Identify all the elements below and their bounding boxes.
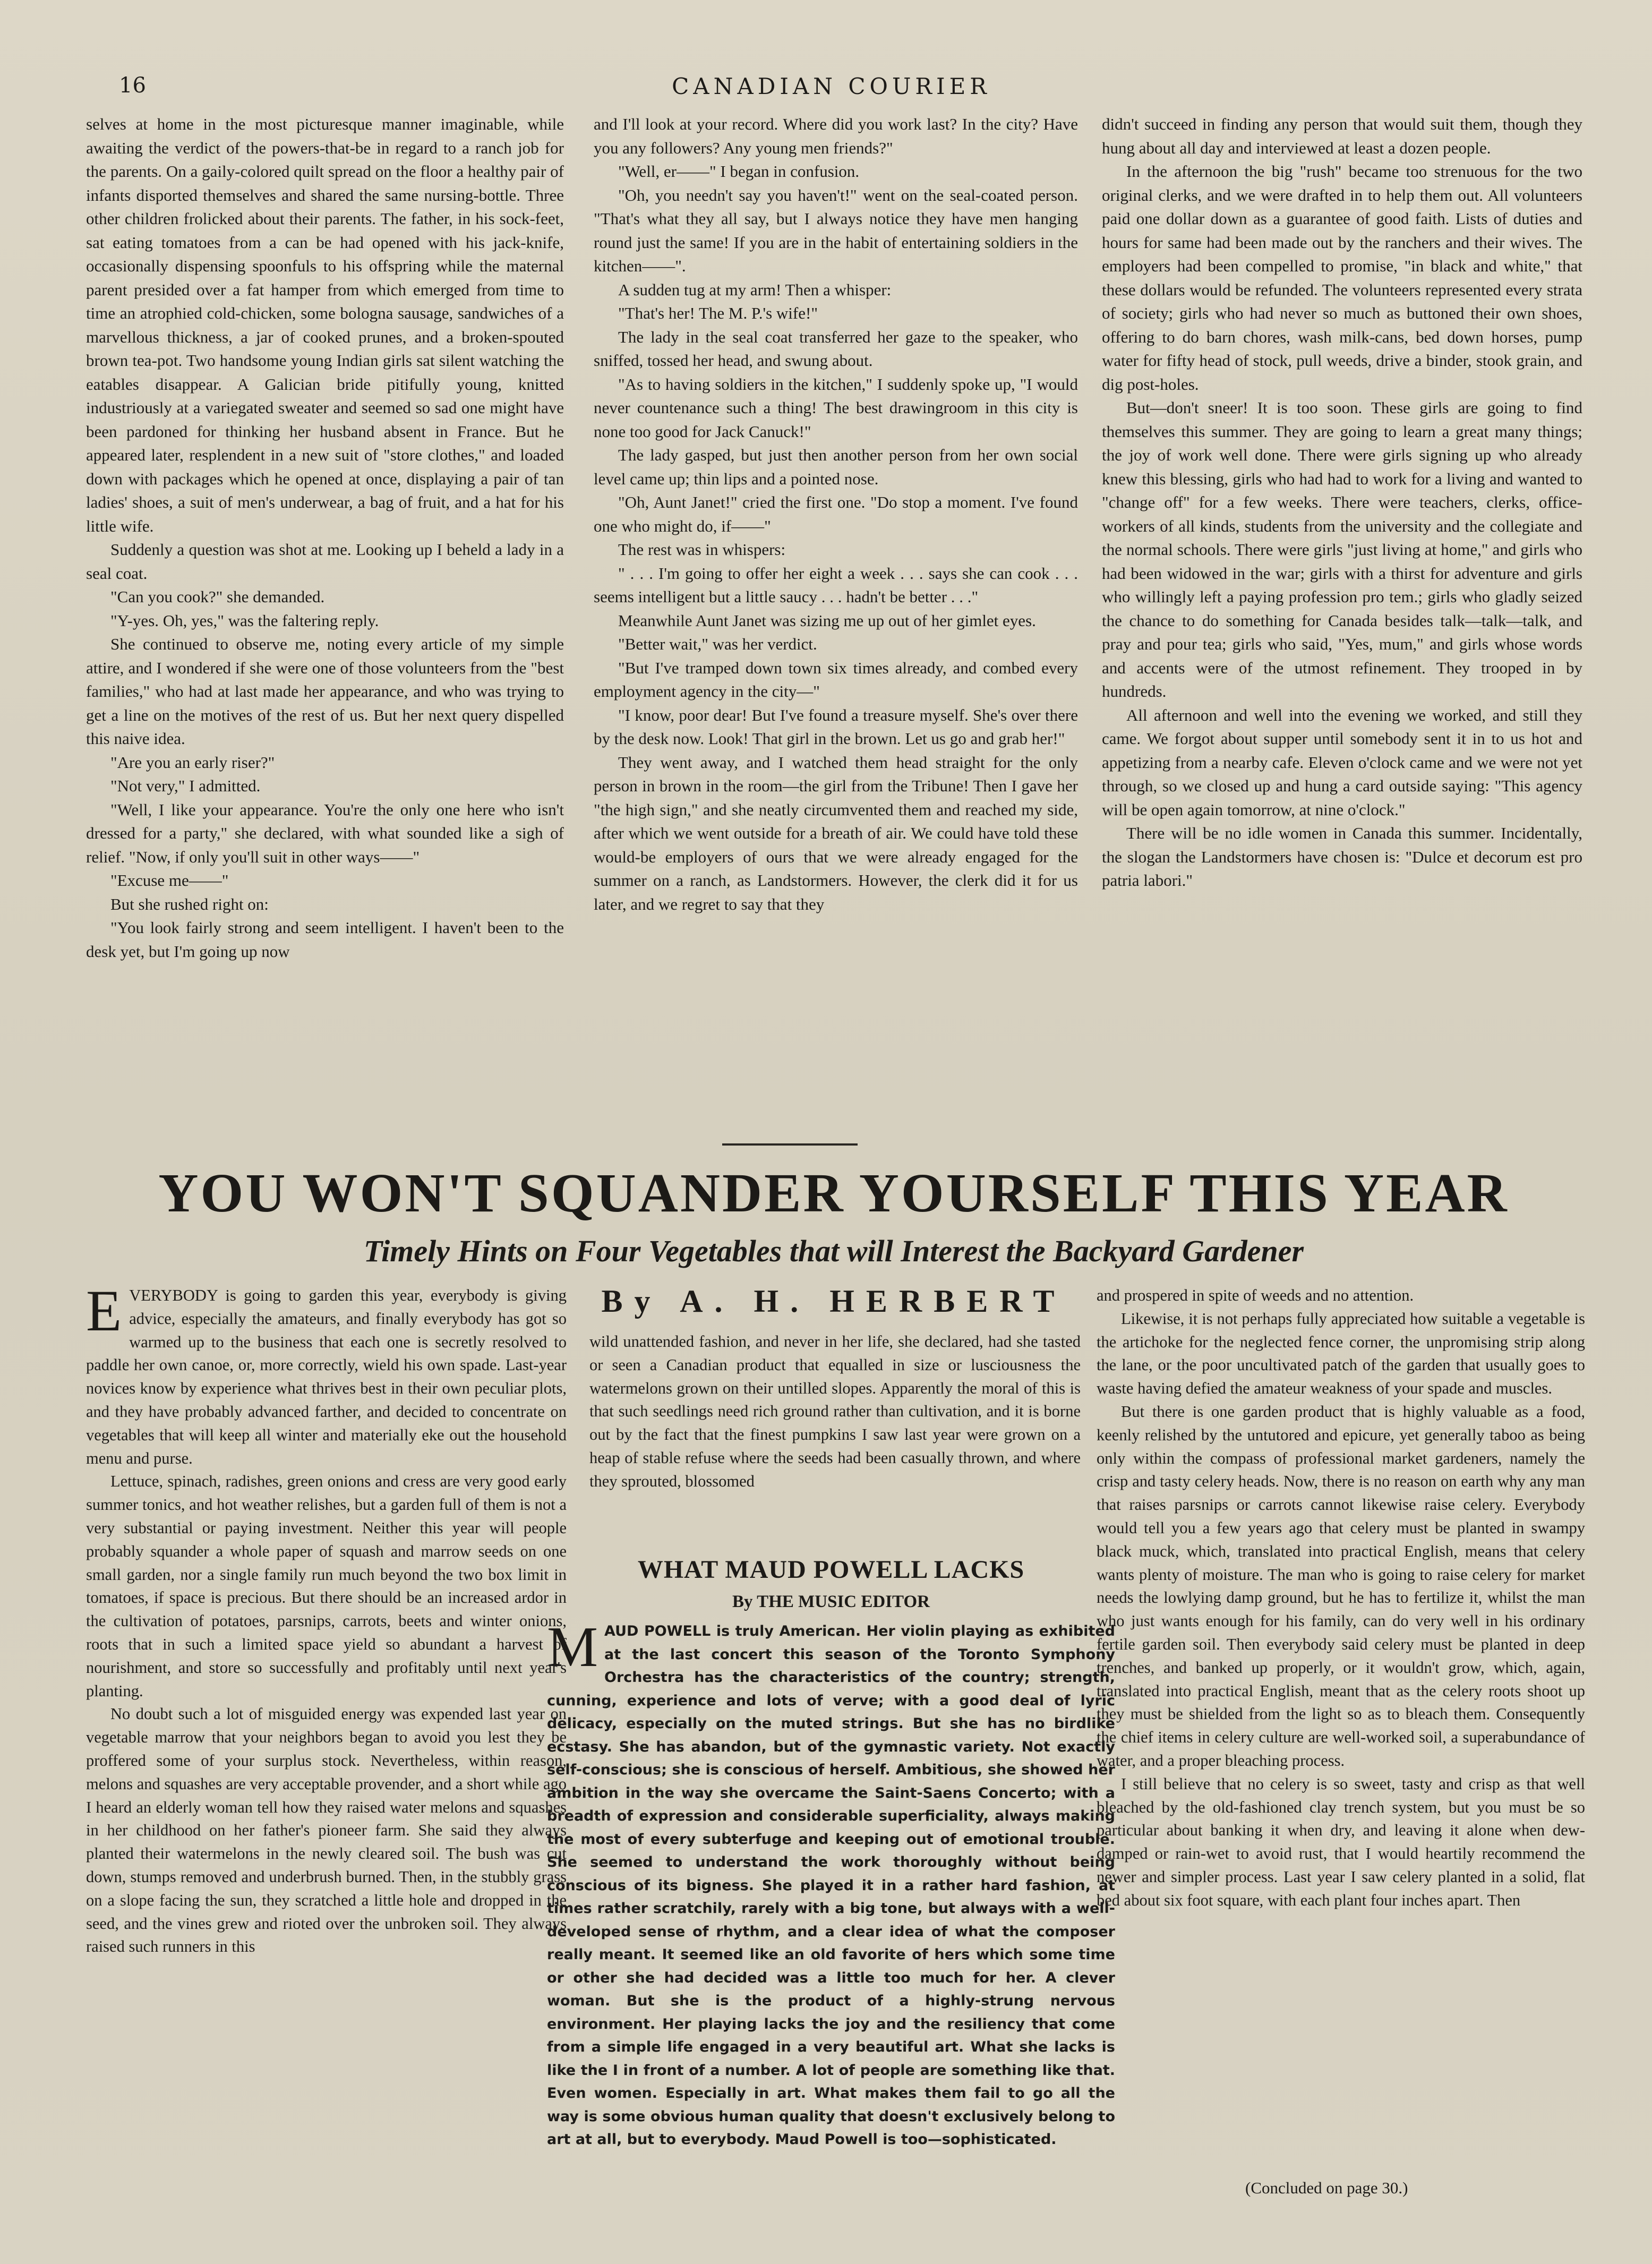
paragraph: "You look fairly strong and seem intelligent. I haven't been to the desk yet, but I'm going up now [86,918,564,961]
paragraph: But she rushed right on: [110,894,269,913]
paragraph: "Can you cook?" she demanded. [110,587,325,606]
sidebar-body [547,1620,1115,2162]
feature-column-2 [589,1330,1081,1559]
feature-headline: YOU WON'T SQUANDER YOURSELF THIS YEAR [158,1163,1509,1224]
paragraph: The lady in the seal coat transferred her gaze to the speaker, who sniffed, tossed her head, and swung about. [594,327,1078,370]
paragraph: "Well, I like your appearance. You're the only one here who isn't dressed for a party," she declared, with what sounded like a sigh of relief. "Now, if only you'll suit in other ways——" [86,800,564,866]
paragraph: "I know, poor dear! But I've found a treasure myself. She's over there by the desk now. Look! That girl in the brown. Let us go and grab her!" [594,705,1078,748]
paragraph: "Excuse me——" [110,871,229,890]
page-header [85,73,1578,105]
paragraph: Suddenly a question was shot at me. Looking up I beheld a lady in a seal coat. [86,540,564,583]
paragraph: Lettuce, spinach, radishes, green onions and cress are very good early summer tonics, and hot weather relishes, but a garden full of them is not a very substantial or paying investment. Neither this year will people probably squander a whole paper of squash and marrow seeds on one small garden, nor a single family run much beyond the two box limit in tomatoes, if space is precious. But there should be an increased ardor in the cultivation of potatoes, parsnips, carrots, beets and winter onions, roots that in such a limited space yield so abundant a harvest of nourishment, and store so successfully and profitably until next year's planting. [86,1472,567,1700]
page-number: 16 [119,73,146,98]
music-sidebar [547,1555,1115,2208]
paragraph: selves at home in the most picturesque manner imaginable, while awaiting the verdict of the powers-that-be in regard to a ranch job for the parents. On a gaily-colored quilt spread on the floor a healthy pair of infants disported themselves and shared the same nursing-bottle. Three other children frolicked about their parents. The father, in his sock-feet, sat eating tomatoes from a can be had opened with his jack-knife, occasionally dispensing spoonfuls to his offspring while the maternal parent presided over a fat hamper from which emerged from time to time an atrophied cold-chicken, some bologna sausage, sandwiches of a marvellous thickness, a jar of cooked prunes, and a broken-spouted brown tea-pot. Two handsome young Indian girls sat silent watching the eatables disappear. A Galician bride pitifully young, knitted industriously at a variegated sweater and seemed so sad one might have been pardoned for thinking her husband absent in France. But he appeared later, resplendent in a new suit of "store clothes," and loaded down with packages which he opened at once, displaying a pair of tan ladies' shoes, a suit of men's underwear, a bag of fruit, and a hat for his little wife. [86,115,564,535]
continuation-note: (Concluded on page 30.) [1245,2178,1408,2197]
paragraph: and prospered in spite of weeds and no attention. [1097,1286,1414,1304]
sidebar-byline: By THE MUSIC EDITOR [732,1592,930,1611]
paragraph: But there is one garden product that is highly valuable as a food, keenly relished by the untutored and epicure, yet generally taboo as being only within the compass of professional market gardeners, namely the crisp and tasty celery heads. Now, there is no reason on earth why any man that raises parsnips or carrots cannot likewise raise celery. Everybody would tell you a few years ago that celery must be planted in swampy black muck, which, translated into practical English, means that celery wants plenty of moisture. The man who is going to raise celery for market needs the lowlying damp ground, but he has to fertilize it, whilst the man who just wants enough for his family, can do very well in his ordinary fertile garden soil. Then everybody said celery must be planted in deep trenches, and banked up properly, or it wouldn't grow, which, again, translated into practical English, meant that as the celery roots shoot up they must be shielded from the light so as to bleach them. Consequently the chief items in celery culture are well-worked soil, a superabundance of water, and a proper bleaching process. [1097,1402,1585,1770]
paragraph: They went away, and I watched them head straight for the only person in brown in the room—the girl from the Tribune! Then I gave her "the high sign," and she neatly circumvented them and reached my side, after which we went outside for a breath of air. We could have told these would-be employers of ours that we were already engaged for the summer on a ranch, as Landstormers. However, the clerk did it for us later, and we regret to say that they [594,753,1078,913]
paragraph: "That's her! The M. P.'s wife!" [618,304,818,322]
paragraph: "Oh, you needn't say you haven't!" went on the seal-coated person. "That's what they all say, but I always notice they have men hanging round just the same! If you are in the habit of entertaining soldiers in the kitchen——". [594,185,1078,275]
sidebar-text: AUD POWELL is truly American. Her violin playing as exhibited at the last concert this season of the Toronto Symphony Orchestra has the characteristics of the country; strength, cunning, experience and lots of verve; with a good deal of lyric delicacy, especially on the muted strings. But she has no birdlike ecstasy. She has abandon, but of the gymnastic variety. Not exactly self-conscious; she is conscious of herself. Ambitious, she showed her ambition in the way she overcame the Saint-Saens Concerto; with a breadth of expression and considerable superficiality, always making the most of every subterfuge and keeping out of emotional trouble. She seemed to understand the work thoroughly without being conscious of its bigness. She played it in a rather hard fashion, at times rather scratchily, rarely with a big tone, but always with a well-developed sense of rhythm, and a clear idea of what the composer really meant. It seemed like an old favorite of hers which some time or other she had decided was a little too much for her. A clever woman. But she is the product of a highly-strung nervous environment. Her playing lacks the joy and the resiliency that come from a simple life engaged in a very beautiful art. What she lacks is like the I in front of a number. A lot of people are something like that. Even women. Especially in art. What makes them fail to go all the way is some obvious human quality that doesn't exclusively belong to art at all, but to everybody. Maud Powell is too—sophisticated. [547,1623,1115,2148]
paragraph: "Not very," I admitted. [110,776,261,795]
paragraph: "As to having soldiers in the kitchen," I suddenly spoke up, "I would never countenance such a thing! The best drawingroom in this city is none too good for Jack Canuck!" [594,374,1078,441]
paragraph: "Better wait," was her verdict. [618,635,817,653]
lead-paragraph [86,1284,567,1470]
paragraph: All afternoon and well into the evening we worked, and still they came. We forgot about supper until somebody sent it in to us hot and appetizing from a nearby cafe. Eleven o'clock came and we were not yet through, so we closed up and hung a card outside saying: "This agency will be open again tomorrow, at nine o'clock." [1102,705,1582,819]
feature-byline: By A. H. HERBERT [601,1284,1066,1319]
paragraph: and I'll look at your record. Where did you work last? In the city? Have you any followers? Any young men friends?" [594,115,1078,157]
paragraph: In the afternoon the big "rush" became too strenuous for the two original clerks, and we were drafted in to help them out. All volunteers paid one dollar down as a guarantee of good faith. Lists of duties and hours for same had been made out by the ranchers and their wives. The employers had been compelled to promise, "in black and white," that these dollars would be refunded. The volunteers represented every strata of society; girls who had never so much as buttoned their own shoes, offering to do barn chores, wash milk-cans, bed down horses, pump water for fifty head of stock, pull weeds, drive a binder, stook grain, and dig post-holes. [1102,162,1582,394]
paragraph: The rest was in whispers: [618,540,786,559]
feature-column-1 [86,1284,567,2198]
paragraph: A sudden tug at my arm! Then a whisper: [618,280,892,299]
paragraph: There will be no idle women in Canada this summer. Incidentally, the slogan the Landstormers have chosen is: "Dulce et decorum est pro patria labori." [1102,824,1582,890]
masthead: CANADIAN COURIER [672,73,991,99]
lead-text: VERYBODY is going to garden this year, everybody is giving advice, especially the amateurs, and finally everybody has got so warmed up to the business that each one is secretly resolved to paddle her own canoe, or, more correctly, wield his own spade. Last-year novices know by experience what thrives best in their own peculiar plots, and they have probably advanced farther, and decided to concentrate on vegetables that will keep all winter and materially eke out the household menu and purse. [86,1286,567,1467]
feature-column-3 [1097,1284,1585,2198]
paragraph: Likewise, it is not perhaps fully appreciated how suitable a vegetable is the artichoke for the neglected fence corner, the unpromising strip along the lane, or the poor uncultivated patch of the garden that usually goes to waste having defied the amateur weakness of your spade and muscles. [1097,1309,1585,1398]
paragraph: didn't succeed in finding any person that would suit them, though they hung about all day and interviewed at least a dozen people. [1102,115,1582,157]
paragraph: "But I've tramped down town six times already, and combed every employment agency in the city—" [594,658,1078,700]
paragraph: Meanwhile Aunt Janet was sizing me up out of her gimlet eyes. [618,611,1036,630]
sidebar-drop-cap: M [547,1620,598,1679]
paragraph: I still believe that no celery is so sweet, tasty and crisp as that well bleached by the old-fashioned clay trench system, but you must be so particular about banking it when dry, and leaving it alone when dew-damped or rain-wet to avoid rust, that I would heartily recommend the newer and simpler process. Last year I saw celery planted in a solid, flat bed about six foot square, with each plant four inches apart. Then [1097,1774,1585,1909]
paragraph: She continued to observe me, noting every article of my simple attire, and I wondered if she were one of those volunteers from the "best families," who had at last made her appearance, and who was trying to get a line on the motives of the rest of us. But her next query dispelled this naive idea. [86,635,564,748]
paragraph: " . . . I'm going to offer her eight a week . . . says she can cook . . . seems intelligent but a little saucy . . . hadn't be better . . ." [594,563,1078,606]
sidebar-title: WHAT MAUD POWELL LACKS [637,1556,1025,1584]
paragraph: "Well, er——" I began in confusion. [618,162,860,181]
paragraph: "Oh, Aunt Janet!" cried the first one. "Do stop a moment. I've found one who might do, if——" [594,493,1078,535]
paragraph: No doubt such a lot of misguided energy was expended last year on vegetable marrow that your neighbors began to avoid you lest they be proffered some of your surplus stock. Nevertheless, within reason, melons and squashes are very acceptable provender, and a short while ago I heard an elderly woman tell how they raised water melons and squashes in her childhood on her father's pioneer farm. She said they always planted their watermelons in the newly cleared soil. The bush was cut down, stumps removed and underbrush burned. Then, in the stubbly grass on a slope facing the sun, they scratched a little hole and dropped in the seed, and the vines grew and rioted over the unbroken soil. They always raised such runners in this [86,1705,567,1956]
top-article-column-2 [594,113,1078,1111]
top-article-column-1 [86,113,564,1111]
section-divider [722,1143,858,1146]
paragraph: The lady gasped, but just then another person from her own social level came up; thin lips and a pointed nose. [594,446,1078,488]
paragraph: But—don't sneer! It is too soon. These girls are going to find themselves this summer. They are going to learn a great many things; the joy of work well done. There were girls signing up who already knew this blessing, girls who had had to work for a living and wanted to "change off" for a few weeks. There were teachers, clerks, office-workers of all kinds, students from the university and the collegiate and the normal schools. There were girls "just living at home," and girls who had been widowed in the war; girls with a thirst for adventure and girls who willingly left a paying profession pro tem.; girls who gladly seized the chance to do something for Canada besides talk—talk—talk, and pray and pour tea; girls who said, "Yes, mum," and girls whose words and accents were of the utmost refinement. They trooped in by hundreds. [1102,398,1582,700]
paragraph: "Are you an early riser?" [110,753,275,772]
drop-cap: E [86,1284,122,1343]
feature-subhead: Timely Hints on Four Vegetables that will Interest the Backyard Gardener [363,1234,1304,1268]
top-article-column-3 [1102,113,1582,1111]
paragraph: "Y-yes. Oh, yes," was the faltering reply. [110,611,379,630]
sidebar-paragraph [547,1620,1115,2151]
paragraph: wild unattended fashion, and never in her life, she declared, had she tasted or seen a Canadian product that equalled in size or lusciousness the watermelons grown on their untilled slopes. Apparently the moral of this is that such seedlings need rich ground rather than cultivation, and it is borne out by the fact that the finest pumpkins I saw last year were grown on a heap of stable refuse where the seeds had been casually thrown, and where they sprouted, blossomed [589,1332,1081,1490]
